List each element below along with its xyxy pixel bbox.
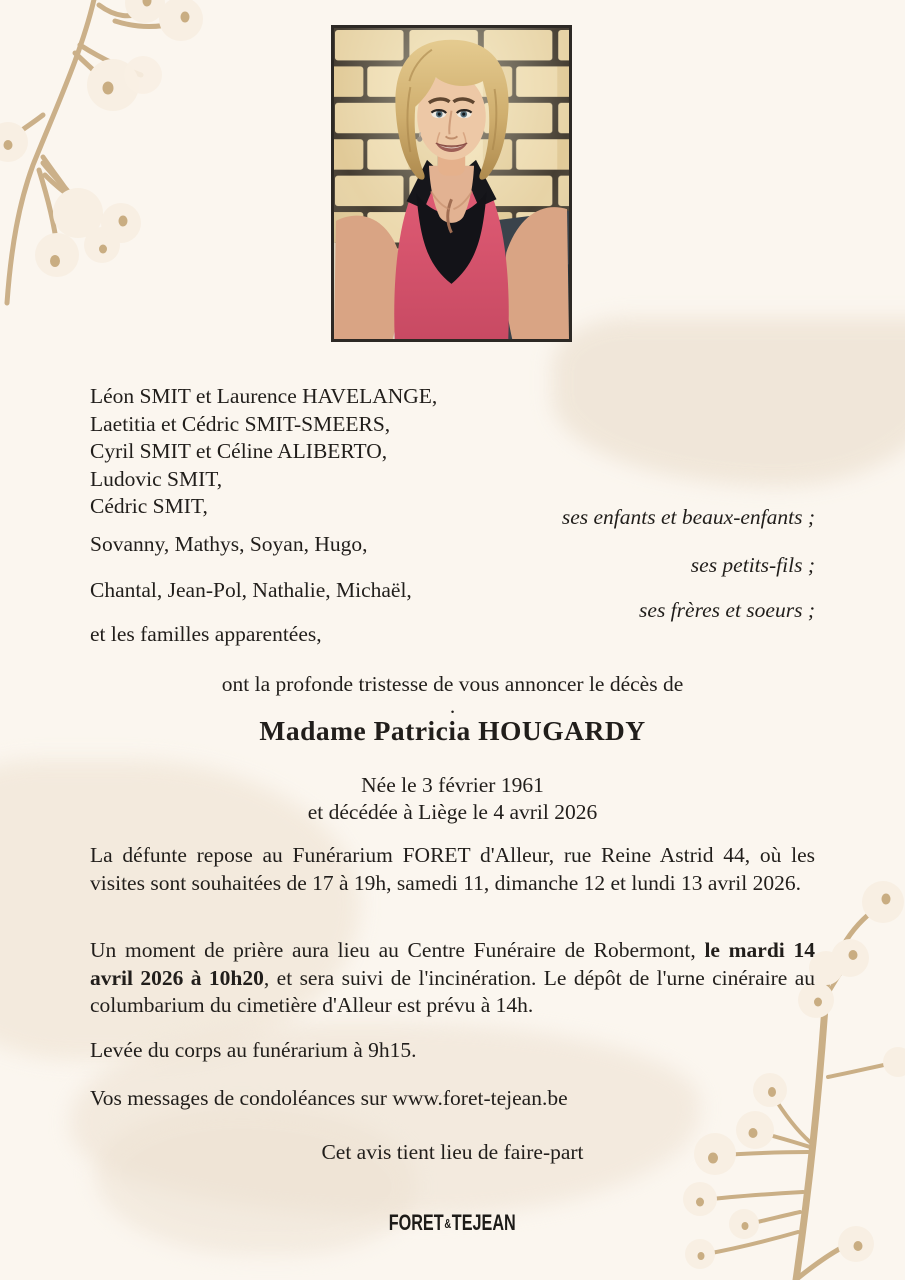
siblings-relation-label: ses frères et soeurs ;: [639, 598, 815, 622]
portrait-illustration: [334, 28, 569, 339]
announcement-intro: ont la profonde tristesse de vous annoncer le décès de: [221, 672, 684, 696]
grandchildren-line: Sovanny, Mathys, Soyan, Hugo,: [90, 532, 368, 556]
ceremony-text-after: , et sera suivi de l'incinération. Le dépôt de l'urne cinéraire au columbarium du cimetière d'Alleur est prévu à 14h.: [90, 965, 816, 1017]
family-line: Laetitia et Cédric SMIT-SMEERS,: [90, 411, 391, 436]
children-relation-label: ses enfants et beaux-enfants ;: [561, 505, 815, 529]
family-line: Cyril SMIT et Céline ALIBERTO,: [90, 439, 388, 463]
separator-dot: .: [449, 694, 456, 718]
ceremony-text-before: Un moment de prière aura lieu au Centre Funéraire de Robermont,: [90, 938, 705, 962]
funeral-home-logo: [0, 1210, 905, 1236]
siblings-line: Chantal, Jean-Pol, Nathalie, Michaël,: [90, 578, 412, 602]
family-children-block: [90, 383, 437, 521]
family-line: Ludovic SMIT,: [90, 466, 223, 491]
grandchildren-relation-label: ses petits-fils ;: [690, 553, 815, 577]
family-line: Léon SMIT et Laurence HAVELANGE,: [90, 384, 438, 408]
floral-decoration-top-left: [0, 0, 260, 325]
repose-paragraph: La défunte repose au Funérarium FORET d'Alleur, rue Reine Astrid 44, où les visites sont souhaitées de 17 à 19h, samedi 11, dimanche 12 et lundi 13 avril 2026.: [90, 843, 815, 895]
deceased-name: Madame Patricia HOUGARDY: [259, 715, 646, 746]
ceremony-date-bold: le mardi 14 avril 2026 à 10h20: [90, 938, 815, 990]
watercolor-wash-top-right: [552, 318, 905, 486]
families-line: et les familles apparentées,: [90, 622, 322, 646]
birth-line: Née le 3 février 1961: [361, 773, 544, 797]
funeral-home-logo-text: [389, 1210, 516, 1236]
family-line: Cédric SMIT,: [90, 494, 208, 518]
levee-line: Levée du corps au funérarium à 9h15.: [90, 1038, 417, 1062]
logo-part-tejean: TEJEAN: [452, 1210, 517, 1235]
condolences-line: Vos messages de condoléances sur www.foret-tejean.be: [90, 1086, 568, 1110]
portrait-photo: [331, 25, 572, 342]
logo-ampersand: &: [444, 1216, 452, 1231]
logo-part-foret: FORET: [388, 1210, 444, 1235]
death-line: et décédée à Liège le 4 avril 2026: [307, 800, 598, 824]
ceremony-paragraph: [90, 937, 815, 1020]
notice-line: Cet avis tient lieu de faire-part: [321, 1140, 584, 1164]
